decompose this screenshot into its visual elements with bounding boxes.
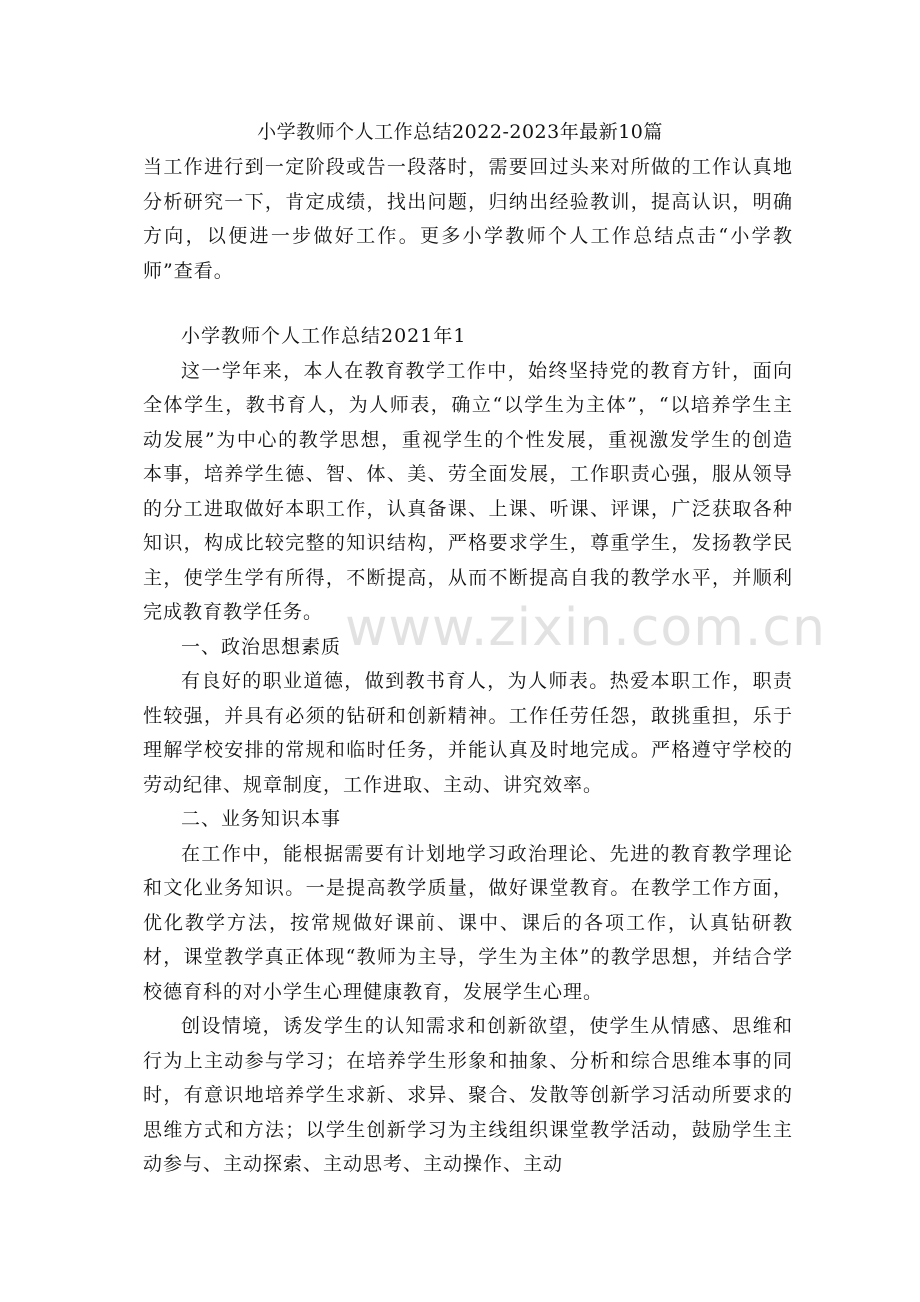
section-heading: 小学教师个人工作总结2021年1: [181, 325, 467, 347]
watermark: www.zixin.com.cn: [345, 598, 826, 658]
intro-paragraph: 当工作进行到一定阶段或告一段落时，需要回过头来对所做的工作认真地分析研究一下，肯定成绩，找出问题，归纳出经验教训，提高认识，明确方向，以便进一步做好工作。更多小学教师个人工作总结点击“小学教师”查看。: [143, 156, 793, 282]
heading-political-quality: 一、政治思想素质: [181, 635, 342, 658]
content-block: [143, 319, 793, 1182]
blank-line: [143, 288, 793, 323]
paragraph-professional-ability: 在工作中，能根据需要有计划地学习政治理论、先进的教育教学理论和文化业务知识。一是提高教学质量，做好课堂教育。在教学工作方面，优化教学方法，按常规做好课前、课中、课后的各项工作，认真钻研教材，课堂教学真正体现“教师为主导，学生为主体”的教学思想，并结合学校德育科的对小学生心理健康教育，发展学生心理。: [143, 842, 793, 1003]
intro-block: [143, 150, 793, 323]
paragraph-overview: 这一学年来，本人在教育教学工作中，始终坚持党的教育方针，面向全体学生，教书育人，为人师表，确立“以学生为主体”，“以培养学生主动发展”为中心的教学思想，重视学生的个性发展，重视激发学生的创造本事，培养学生德、智、体、美、劳全面发展，工作职责心强，服从领导的分工进取做好本职工作，认真备课、上课、听课、评课，广泛获取各种知识，构成比较完整的知识结构，严格要求学生，尊重学生，发扬教学民主，使学生学有所得，不断提高，从而不断提高自我的教学水平，并顺利完成教育教学任务。: [143, 359, 793, 623]
heading-professional-ability: 二、业务知识本事: [181, 808, 342, 830]
paragraph-creative-teaching: 创设情境，诱发学生的认知需求和创新欲望，使学生从情感、思维和行为上主动参与学习；在培养学生形象和抽象、分析和综合思维本事的同时，有意识地培养学生求新、求异、聚合、发散等创新学习活动所要求的思维方式和方法；以学生创新学习为主线组织课堂教学活动，鼓励学生主动参与、主动探索、主动思考、主动操作、主动: [143, 1015, 793, 1175]
paragraph-political-quality: 有良好的职业道德，做到教书育人，为人师表。热爱本职工作，职责性较强，并具有必须的钻研和创新精神。工作任劳任怨，敢挑重担，乐于理解学校安排的常规和临时任务，并能认真及时地完成。严格遵守学校的劳动纪律、规章制度，工作进取、主动、讲究效率。: [143, 670, 793, 796]
document-title: 小学教师个人工作总结2022-2023年最新10篇: [257, 121, 663, 143]
